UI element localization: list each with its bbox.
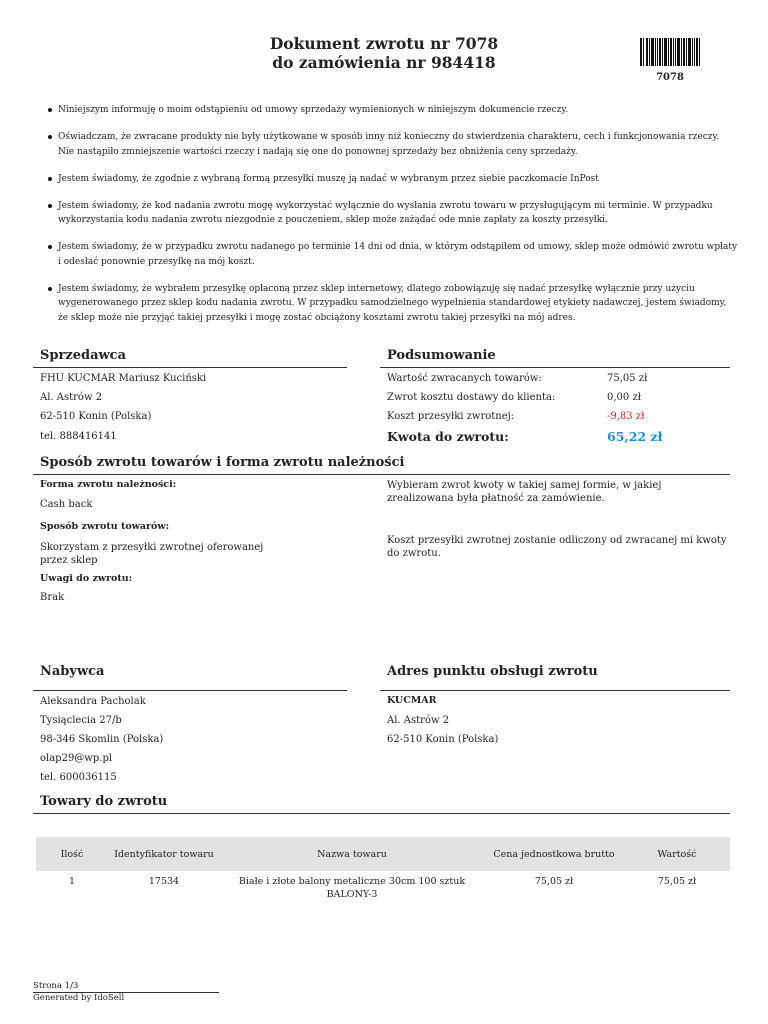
buyer-email: olap29@wp.pl bbox=[40, 753, 113, 764]
remarks-value: Brak bbox=[40, 592, 65, 603]
seller-divider bbox=[33, 367, 347, 368]
generated-by: Generated by IdoSell bbox=[33, 993, 125, 1003]
goods-divider bbox=[33, 813, 730, 814]
list-item: Oświadczam, że zwracane produkty nie były użytkowane w sposób inny niż konieczny do stwierdzenia charakteru, cech i funkcjonowania rzeczy. Nie nastąpiło zmniejszenie wartości rzeczy i nadają się one do ponownej sprzedaży bez obniżenia ceny sprzedaży. bbox=[48, 130, 738, 159]
payment-form-label: Forma zwrotu należności: bbox=[40, 479, 177, 490]
buyer-city: 98-346 Skomlin (Polska) bbox=[40, 734, 164, 745]
seller-name: FHU KUCMAR Mariusz Kuciński bbox=[40, 373, 207, 384]
return-method-heading: Sposób zwrotu towarów i forma zwrotu należności bbox=[40, 455, 405, 470]
column-header-unit-price: Cena jednostkowa brutto bbox=[484, 837, 624, 871]
summary-divider bbox=[380, 367, 730, 368]
list-item: Jestem świadomy, że w przypadku zwrotu nadanego po terminie 14 dni od dnia, w którym odstąpiłem od umowy, sklep może odmówić zwrotu wpłaty i odesłać ponownie przesyłkę na mój koszt. bbox=[48, 240, 738, 269]
summary-label-return-cost: Koszt przesyłki zwrotnej: bbox=[387, 411, 515, 422]
list-item: Niniejszym informuję o moim odstąpieniu od umowy sprzedaży wymienionych w niniejszym dokumencie rzeczy. bbox=[48, 103, 738, 118]
list-item: Jestem świadomy, że kod nadania zwrotu mogę wykorzystać wyłącznie do wysłania zwrotu towaru w przysługującym mi terminie. W przypadku wykorzystania kodu nadania zwrotu niezgodnie z pouczeniem, sklep może zażądać ode mnie zapłaty za koszty przesyłki. bbox=[48, 199, 738, 228]
buyer-name: Aleksandra Pacholak bbox=[40, 696, 146, 707]
goods-table-wrap bbox=[36, 837, 730, 902]
seller-heading: Sprzedawca bbox=[40, 348, 127, 363]
return-method-value: Skorzystam z przesyłki zwrotnej oferowanej przez sklep bbox=[40, 542, 264, 566]
cell-id: 17534 bbox=[148, 876, 180, 887]
summary-heading: Podsumowanie bbox=[387, 348, 496, 363]
list-item: Jestem świadomy, że zgodnie z wybraną formą przesyłki muszę ją nadać w wybranym przez siebie paczkomacie InPost bbox=[48, 172, 738, 187]
barcode-number: 7078 bbox=[656, 72, 684, 83]
buyer-street: Tysiąclecia 27/b bbox=[40, 715, 122, 726]
buyer-divider bbox=[33, 690, 347, 691]
page-footer bbox=[33, 981, 78, 992]
cell-name bbox=[220, 871, 484, 902]
return-method-note: Koszt przesyłki zwrotnej zostanie odliczony od zwracanej mi kwoty do zwrotu. bbox=[387, 535, 727, 559]
title-line-2: do zamówienia nr 984418 bbox=[272, 53, 496, 72]
total-value: 65,22 zł bbox=[607, 429, 663, 444]
goods-table bbox=[36, 837, 730, 902]
payment-form-value: Cash back bbox=[40, 499, 93, 510]
column-header-qty: Ilość bbox=[36, 837, 108, 871]
cell-unit-price: 75,05 zł bbox=[534, 876, 574, 887]
payment-form-note: Wybieram zwrot kwoty w takiej samej formie, w jakiej zrealizowana była płatność za zamówienie. bbox=[387, 480, 662, 504]
return-point-divider bbox=[380, 690, 730, 691]
return-method-label: Sposób zwrotu towarów: bbox=[40, 521, 170, 532]
column-header-id: Identyfikator towaru bbox=[108, 837, 220, 871]
cell-qty: 1 bbox=[68, 876, 76, 887]
column-header-value: Wartość bbox=[624, 837, 730, 871]
summary-label-delivery: Zwrot kosztu dostawy do klienta: bbox=[387, 392, 556, 403]
return-point-city: 62-510 Konin (Polska) bbox=[387, 734, 499, 745]
remarks-label: Uwagi do zwrotu: bbox=[40, 573, 133, 584]
return-point-heading: Adres punktu obsługi zwrotu bbox=[387, 664, 598, 679]
total-label: Kwota do zwrotu: bbox=[387, 429, 509, 444]
seller-street: Al. Astrów 2 bbox=[40, 392, 103, 403]
table-row bbox=[36, 871, 730, 902]
return-point-street: Al. Astrów 2 bbox=[387, 715, 450, 726]
summary-value-return-cost: -9,83 zł bbox=[607, 411, 645, 422]
summary-value-goods: 75,05 zł bbox=[607, 373, 648, 384]
return-method-divider bbox=[33, 474, 730, 475]
list-item: Jestem świadomy, że wybrałem przesyłkę opłaconą przez sklep internetowy, dlatego zobowiązuję się nadać przesyłkę wyłącznie przy użyciu wygenerowanego przez sklep kodu nadania zwrotu. W przypadku samodzielnego wypełnienia standardowej etykiety nadawczej, jestem świadomy, że sklep może nie przyjąć takiej przesyłki i mogę zostać obciążony kosztami zwrotu takiej przesyłki na mój adres. bbox=[48, 282, 738, 326]
cell-value: 75,05 zł bbox=[657, 876, 697, 887]
seller-city: 62-510 Konin (Polska) bbox=[40, 411, 152, 422]
table-header-row bbox=[36, 837, 730, 871]
statement-list bbox=[48, 103, 738, 338]
product-name: Białe i złote balony metaliczne 30cm 100 sztuk bbox=[238, 876, 466, 887]
barcode-icon bbox=[640, 38, 700, 66]
product-code: BALONY-3 bbox=[326, 889, 378, 900]
buyer-heading: Nabywca bbox=[40, 664, 105, 679]
summary-value-delivery: 0,00 zł bbox=[607, 392, 641, 403]
title-line-1: Dokument zwrotu nr 7078 bbox=[269, 34, 499, 53]
seller-phone: tel. 888416141 bbox=[40, 431, 117, 442]
column-header-name: Nazwa towaru bbox=[220, 837, 484, 871]
page-number: Strona 1/3 bbox=[33, 981, 79, 991]
buyer-phone: tel. 600036115 bbox=[40, 772, 117, 783]
return-point-name: KUCMAR bbox=[387, 695, 437, 706]
goods-heading: Towary do zwrotu bbox=[40, 794, 168, 809]
summary-label-goods: Wartość zwracanych towarów: bbox=[387, 373, 542, 384]
